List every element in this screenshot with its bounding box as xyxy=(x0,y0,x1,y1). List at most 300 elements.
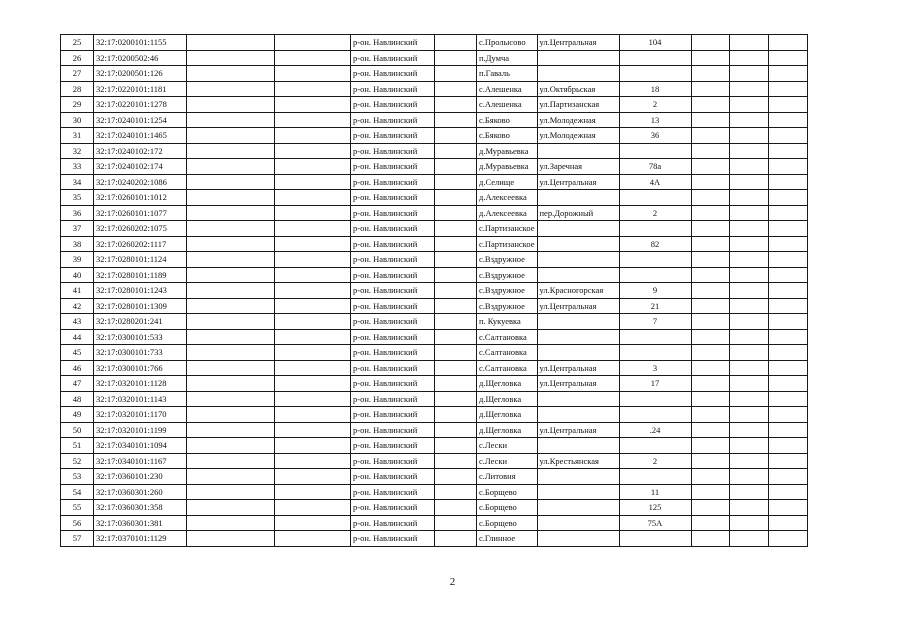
house-number-cell: 13 xyxy=(619,112,691,128)
settlement-cell: д.Щегловка xyxy=(477,407,538,423)
empty-cell xyxy=(275,205,351,221)
empty-cell xyxy=(275,190,351,206)
empty-cell xyxy=(187,469,275,485)
empty-cell xyxy=(768,515,807,531)
street-cell xyxy=(537,345,619,361)
cadastral-number-cell: 32:17:0240102:172 xyxy=(94,143,187,159)
settlement-cell: с.Салтановка xyxy=(477,345,538,361)
empty-cell xyxy=(729,515,768,531)
street-cell: ул.Красногорская xyxy=(537,283,619,299)
empty-cell xyxy=(691,376,729,392)
empty-cell xyxy=(275,531,351,547)
settlement-cell: с.Вздружное xyxy=(477,267,538,283)
street-cell xyxy=(537,190,619,206)
row-number-cell: 57 xyxy=(61,531,94,547)
empty-cell xyxy=(435,143,477,159)
table-row xyxy=(61,345,808,361)
row-number-cell: 41 xyxy=(61,283,94,299)
empty-cell xyxy=(187,360,275,376)
street-cell: ул.Крестьянская xyxy=(537,453,619,469)
row-number-cell: 49 xyxy=(61,407,94,423)
row-number-cell: 35 xyxy=(61,190,94,206)
house-number-cell: 17 xyxy=(619,376,691,392)
row-number-cell: 28 xyxy=(61,81,94,97)
settlement-cell: с.Бяково xyxy=(477,128,538,144)
settlement-cell: с.Партизанское xyxy=(477,236,538,252)
district-cell: р-он. Навлинский xyxy=(351,112,435,128)
cadastral-number-cell: 32:17:0220101:1278 xyxy=(94,97,187,113)
street-cell xyxy=(537,314,619,330)
empty-cell xyxy=(275,35,351,51)
empty-cell xyxy=(691,500,729,516)
house-number-cell xyxy=(619,329,691,345)
empty-cell xyxy=(729,236,768,252)
district-cell: р-он. Навлинский xyxy=(351,81,435,97)
district-cell: р-он. Навлинский xyxy=(351,97,435,113)
empty-cell xyxy=(729,267,768,283)
empty-cell xyxy=(275,345,351,361)
settlement-cell: д.Алексеевка xyxy=(477,190,538,206)
table-row xyxy=(61,453,808,469)
empty-cell xyxy=(275,283,351,299)
empty-cell xyxy=(275,236,351,252)
house-number-cell xyxy=(619,190,691,206)
empty-cell xyxy=(729,391,768,407)
empty-cell xyxy=(187,453,275,469)
empty-cell xyxy=(435,236,477,252)
empty-cell xyxy=(275,360,351,376)
empty-cell xyxy=(435,252,477,268)
table-row xyxy=(61,128,808,144)
house-number-cell xyxy=(619,221,691,237)
empty-cell xyxy=(187,391,275,407)
settlement-cell: д.Щегловка xyxy=(477,422,538,438)
row-number-cell: 46 xyxy=(61,360,94,376)
empty-cell xyxy=(691,453,729,469)
settlement-cell: с.Партизанское xyxy=(477,221,538,237)
house-number-cell xyxy=(619,50,691,66)
empty-cell xyxy=(435,35,477,51)
empty-cell xyxy=(435,484,477,500)
street-cell xyxy=(537,66,619,82)
empty-cell xyxy=(275,66,351,82)
empty-cell xyxy=(729,345,768,361)
cadastral-number-cell: 32:17:0280101:1309 xyxy=(94,298,187,314)
empty-cell xyxy=(691,159,729,175)
empty-cell xyxy=(768,453,807,469)
cadastral-number-cell: 32:17:0240102:174 xyxy=(94,159,187,175)
empty-cell xyxy=(729,35,768,51)
settlement-cell: с.Борщево xyxy=(477,515,538,531)
cadastral-table xyxy=(60,34,808,547)
empty-cell xyxy=(691,267,729,283)
empty-cell xyxy=(691,345,729,361)
settlement-cell: п. Кукуевка xyxy=(477,314,538,330)
cadastral-number-cell: 32:17:0300101:766 xyxy=(94,360,187,376)
table-row xyxy=(61,143,808,159)
empty-cell xyxy=(691,329,729,345)
empty-cell xyxy=(187,314,275,330)
settlement-cell: д.Щегловка xyxy=(477,391,538,407)
settlement-cell: с.Лески xyxy=(477,438,538,454)
empty-cell xyxy=(187,376,275,392)
cadastral-number-cell: 32:17:0220101:1181 xyxy=(94,81,187,97)
empty-cell xyxy=(691,174,729,190)
empty-cell xyxy=(187,422,275,438)
house-number-cell: 9 xyxy=(619,283,691,299)
cadastral-number-cell: 32:17:0360301:381 xyxy=(94,515,187,531)
empty-cell xyxy=(768,236,807,252)
empty-cell xyxy=(691,66,729,82)
empty-cell xyxy=(435,391,477,407)
row-number-cell: 47 xyxy=(61,376,94,392)
empty-cell xyxy=(187,484,275,500)
empty-cell xyxy=(691,236,729,252)
house-number-cell: 36 xyxy=(619,128,691,144)
settlement-cell: д.Селище xyxy=(477,174,538,190)
empty-cell xyxy=(729,50,768,66)
empty-cell xyxy=(187,97,275,113)
row-number-cell: 37 xyxy=(61,221,94,237)
empty-cell xyxy=(187,35,275,51)
street-cell: пер.Дорожный xyxy=(537,205,619,221)
street-cell xyxy=(537,531,619,547)
empty-cell xyxy=(435,283,477,299)
empty-cell xyxy=(768,221,807,237)
empty-cell xyxy=(187,267,275,283)
empty-cell xyxy=(691,531,729,547)
empty-cell xyxy=(729,205,768,221)
empty-cell xyxy=(435,267,477,283)
empty-cell xyxy=(691,484,729,500)
empty-cell xyxy=(691,221,729,237)
settlement-cell: с.Салтановка xyxy=(477,360,538,376)
empty-cell xyxy=(729,298,768,314)
table-row xyxy=(61,531,808,547)
empty-cell xyxy=(275,376,351,392)
cadastral-number-cell: 32:17:0280101:1189 xyxy=(94,267,187,283)
empty-cell xyxy=(275,453,351,469)
street-cell: ул.Центральная xyxy=(537,376,619,392)
district-cell: р-он. Навлинский xyxy=(351,236,435,252)
cadastral-number-cell: 32:17:0200501:126 xyxy=(94,66,187,82)
empty-cell xyxy=(768,484,807,500)
settlement-cell: с.Литовня xyxy=(477,469,538,485)
district-cell: р-он. Навлинский xyxy=(351,252,435,268)
house-number-cell: 3 xyxy=(619,360,691,376)
empty-cell xyxy=(187,515,275,531)
row-number-cell: 55 xyxy=(61,500,94,516)
cadastral-number-cell: 32:17:0340101:1167 xyxy=(94,453,187,469)
table-row xyxy=(61,112,808,128)
table-row xyxy=(61,190,808,206)
district-cell: р-он. Навлинский xyxy=(351,221,435,237)
table-row xyxy=(61,50,808,66)
cadastral-number-cell: 32:17:0370101:1129 xyxy=(94,531,187,547)
empty-cell xyxy=(691,252,729,268)
empty-cell xyxy=(691,422,729,438)
house-number-cell: 2 xyxy=(619,97,691,113)
street-cell xyxy=(537,500,619,516)
cadastral-number-cell: 32:17:0360301:358 xyxy=(94,500,187,516)
street-cell: ул.Молодежная xyxy=(537,128,619,144)
house-number-cell: 21 xyxy=(619,298,691,314)
cadastral-number-cell: 32:17:0360101:230 xyxy=(94,469,187,485)
empty-cell xyxy=(435,314,477,330)
settlement-cell: с.Лески xyxy=(477,453,538,469)
empty-cell xyxy=(691,391,729,407)
empty-cell xyxy=(275,298,351,314)
empty-cell xyxy=(435,453,477,469)
street-cell xyxy=(537,438,619,454)
house-number-cell: 2 xyxy=(619,453,691,469)
row-number-cell: 53 xyxy=(61,469,94,485)
row-number-cell: 31 xyxy=(61,128,94,144)
empty-cell xyxy=(729,484,768,500)
empty-cell xyxy=(729,453,768,469)
district-cell: р-он. Навлинский xyxy=(351,345,435,361)
table-row xyxy=(61,314,808,330)
house-number-cell xyxy=(619,469,691,485)
cadastral-number-cell: 32:17:0320101:1199 xyxy=(94,422,187,438)
empty-cell xyxy=(435,376,477,392)
table-row xyxy=(61,469,808,485)
street-cell xyxy=(537,236,619,252)
table-row xyxy=(61,329,808,345)
empty-cell xyxy=(691,298,729,314)
empty-cell xyxy=(275,221,351,237)
table-row xyxy=(61,159,808,175)
row-number-cell: 36 xyxy=(61,205,94,221)
table-body xyxy=(61,35,808,547)
empty-cell xyxy=(768,205,807,221)
settlement-cell: д.Муравьевка xyxy=(477,159,538,175)
house-number-cell: 75А xyxy=(619,515,691,531)
district-cell: р-он. Навлинский xyxy=(351,515,435,531)
street-cell xyxy=(537,252,619,268)
settlement-cell: д.Щегловка xyxy=(477,376,538,392)
settlement-cell: с.Борщево xyxy=(477,500,538,516)
empty-cell xyxy=(729,376,768,392)
settlement-cell: с.Вздружное xyxy=(477,252,538,268)
empty-cell xyxy=(187,174,275,190)
settlement-cell: с.Салтановка xyxy=(477,329,538,345)
district-cell: р-он. Навлинский xyxy=(351,128,435,144)
district-cell: р-он. Навлинский xyxy=(351,422,435,438)
empty-cell xyxy=(275,267,351,283)
empty-cell xyxy=(187,407,275,423)
house-number-cell: 82 xyxy=(619,236,691,252)
empty-cell xyxy=(275,391,351,407)
district-cell: р-он. Навлинский xyxy=(351,50,435,66)
house-number-cell xyxy=(619,66,691,82)
table-row xyxy=(61,515,808,531)
empty-cell xyxy=(691,112,729,128)
district-cell: р-он. Навлинский xyxy=(351,159,435,175)
street-cell xyxy=(537,515,619,531)
empty-cell xyxy=(768,267,807,283)
table-row xyxy=(61,236,808,252)
house-number-cell: 104 xyxy=(619,35,691,51)
row-number-cell: 33 xyxy=(61,159,94,175)
empty-cell xyxy=(691,190,729,206)
empty-cell xyxy=(691,314,729,330)
empty-cell xyxy=(691,128,729,144)
empty-cell xyxy=(768,531,807,547)
street-cell xyxy=(537,329,619,345)
cadastral-number-cell: 32:17:0200502:46 xyxy=(94,50,187,66)
table-row xyxy=(61,66,808,82)
cadastral-number-cell: 32:17:0260202:1075 xyxy=(94,221,187,237)
cadastral-number-cell: 32:17:0200101:1155 xyxy=(94,35,187,51)
empty-cell xyxy=(768,252,807,268)
empty-cell xyxy=(435,345,477,361)
cadastral-number-cell: 32:17:0300101:533 xyxy=(94,329,187,345)
empty-cell xyxy=(729,500,768,516)
cadastral-number-cell: 32:17:0280201:241 xyxy=(94,314,187,330)
empty-cell xyxy=(768,128,807,144)
empty-cell xyxy=(768,329,807,345)
table-row xyxy=(61,205,808,221)
house-number-cell xyxy=(619,531,691,547)
settlement-cell: д.Алексеевка xyxy=(477,205,538,221)
empty-cell xyxy=(275,500,351,516)
street-cell: ул.Заречная xyxy=(537,159,619,175)
district-cell: р-он. Навлинский xyxy=(351,190,435,206)
empty-cell xyxy=(187,531,275,547)
empty-cell xyxy=(729,329,768,345)
settlement-cell: с.Борщево xyxy=(477,484,538,500)
table-row xyxy=(61,298,808,314)
empty-cell xyxy=(768,407,807,423)
settlement-cell: с.Бяково xyxy=(477,112,538,128)
settlement-cell: п.Думча xyxy=(477,50,538,66)
row-number-cell: 34 xyxy=(61,174,94,190)
empty-cell xyxy=(275,329,351,345)
row-number-cell: 42 xyxy=(61,298,94,314)
empty-cell xyxy=(768,81,807,97)
empty-cell xyxy=(691,97,729,113)
empty-cell xyxy=(768,112,807,128)
empty-cell xyxy=(729,81,768,97)
table-row xyxy=(61,97,808,113)
empty-cell xyxy=(768,500,807,516)
empty-cell xyxy=(768,391,807,407)
cadastral-number-cell: 32:17:0320101:1170 xyxy=(94,407,187,423)
district-cell: р-он. Навлинский xyxy=(351,205,435,221)
row-number-cell: 45 xyxy=(61,345,94,361)
district-cell: р-он. Навлинский xyxy=(351,329,435,345)
empty-cell xyxy=(768,50,807,66)
district-cell: р-он. Навлинский xyxy=(351,500,435,516)
empty-cell xyxy=(729,174,768,190)
empty-cell xyxy=(275,252,351,268)
empty-cell xyxy=(435,97,477,113)
table-row xyxy=(61,221,808,237)
house-number-cell: 18 xyxy=(619,81,691,97)
empty-cell xyxy=(275,128,351,144)
row-number-cell: 29 xyxy=(61,97,94,113)
row-number-cell: 25 xyxy=(61,35,94,51)
empty-cell xyxy=(768,159,807,175)
empty-cell xyxy=(187,143,275,159)
row-number-cell: 52 xyxy=(61,453,94,469)
empty-cell xyxy=(435,469,477,485)
table-row xyxy=(61,283,808,299)
table-row xyxy=(61,360,808,376)
cadastral-number-cell: 32:17:0280101:1243 xyxy=(94,283,187,299)
house-number-cell xyxy=(619,407,691,423)
district-cell: р-он. Навлинский xyxy=(351,314,435,330)
street-cell: ул.Молодежная xyxy=(537,112,619,128)
row-number-cell: 32 xyxy=(61,143,94,159)
cadastral-number-cell: 32:17:0340101:1094 xyxy=(94,438,187,454)
district-cell: р-он. Навлинский xyxy=(351,298,435,314)
empty-cell xyxy=(691,360,729,376)
empty-cell xyxy=(435,174,477,190)
empty-cell xyxy=(435,407,477,423)
street-cell: ул.Центральная xyxy=(537,422,619,438)
empty-cell xyxy=(435,515,477,531)
house-number-cell xyxy=(619,345,691,361)
house-number-cell xyxy=(619,267,691,283)
empty-cell xyxy=(768,283,807,299)
empty-cell xyxy=(187,112,275,128)
street-cell: ул.Центральная xyxy=(537,360,619,376)
empty-cell xyxy=(187,81,275,97)
row-number-cell: 27 xyxy=(61,66,94,82)
empty-cell xyxy=(729,97,768,113)
empty-cell xyxy=(768,469,807,485)
street-cell xyxy=(537,469,619,485)
empty-cell xyxy=(729,531,768,547)
empty-cell xyxy=(187,66,275,82)
empty-cell xyxy=(187,345,275,361)
district-cell: р-он. Навлинский xyxy=(351,35,435,51)
district-cell: р-он. Навлинский xyxy=(351,469,435,485)
empty-cell xyxy=(435,66,477,82)
empty-cell xyxy=(768,298,807,314)
empty-cell xyxy=(691,205,729,221)
empty-cell xyxy=(187,329,275,345)
empty-cell xyxy=(729,159,768,175)
empty-cell xyxy=(187,159,275,175)
cadastral-number-cell: 32:17:0280101:1124 xyxy=(94,252,187,268)
row-number-cell: 54 xyxy=(61,484,94,500)
district-cell: р-он. Навлинский xyxy=(351,174,435,190)
house-number-cell xyxy=(619,252,691,268)
empty-cell xyxy=(729,252,768,268)
street-cell: ул.Центральная xyxy=(537,298,619,314)
empty-cell xyxy=(187,283,275,299)
page-number: 2 xyxy=(449,576,456,588)
settlement-cell: с.Вздружное xyxy=(477,298,538,314)
street-cell xyxy=(537,50,619,66)
cadastral-number-cell: 32:17:0260101:1077 xyxy=(94,205,187,221)
house-number-cell: 78а xyxy=(619,159,691,175)
table-row xyxy=(61,35,808,51)
table-row xyxy=(61,438,808,454)
district-cell: р-он. Навлинский xyxy=(351,283,435,299)
empty-cell xyxy=(768,345,807,361)
empty-cell xyxy=(187,205,275,221)
table-row xyxy=(61,81,808,97)
row-number-cell: 39 xyxy=(61,252,94,268)
table-row xyxy=(61,500,808,516)
street-cell xyxy=(537,221,619,237)
table-row xyxy=(61,252,808,268)
row-number-cell: 26 xyxy=(61,50,94,66)
